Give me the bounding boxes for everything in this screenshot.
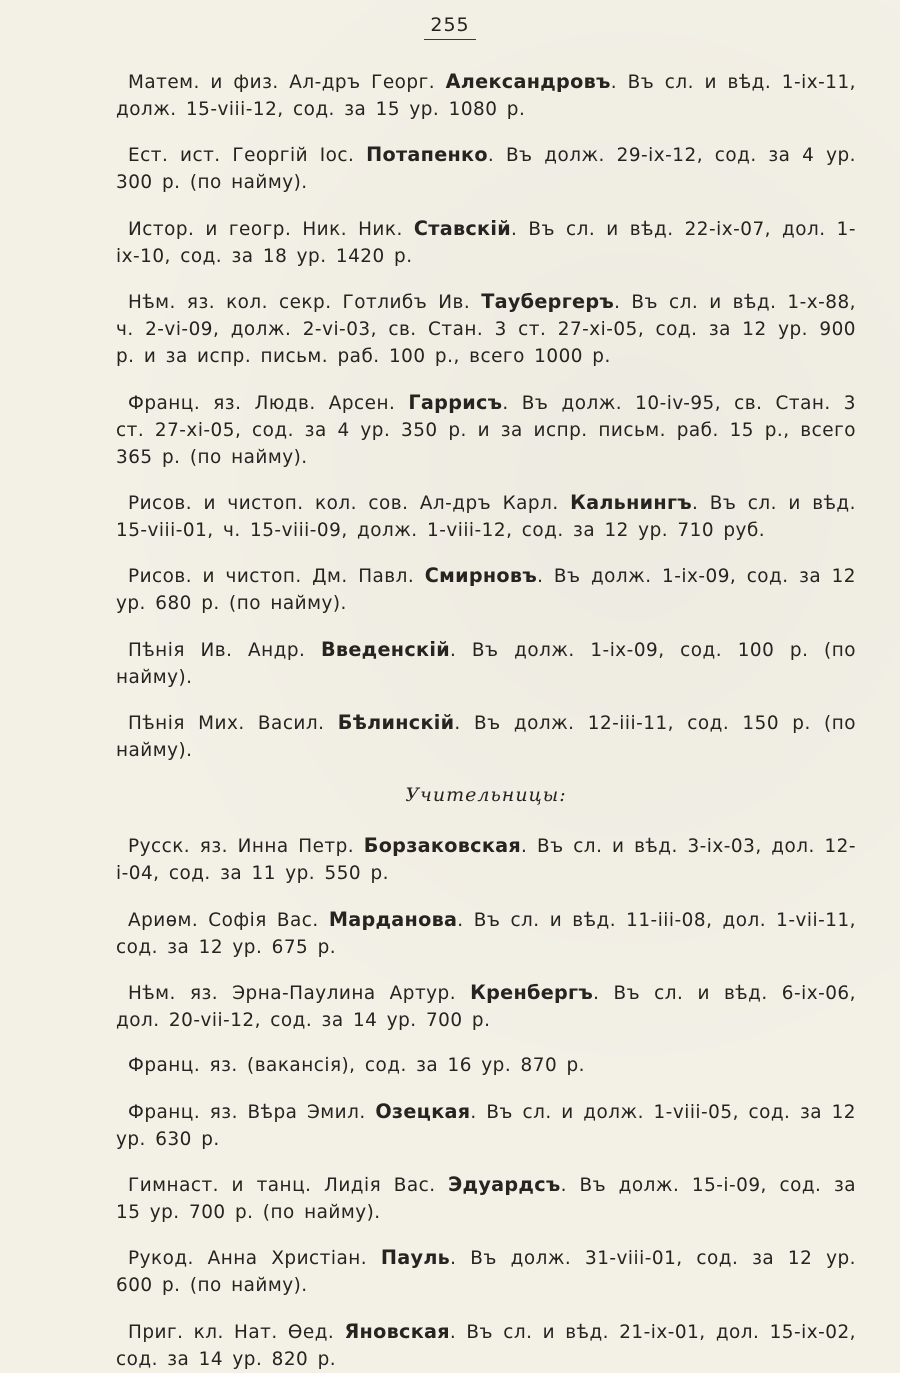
teacher-entry	[116, 979, 856, 1034]
entry-details: . Въ долж. 31-viii-01, сод. за 12 ур. 600 р. (по найму).	[116, 1248, 856, 1297]
teacher-name: Потапенко	[366, 143, 488, 167]
teacher-name: Бѣлинскій	[337, 711, 455, 735]
entry-prefix: Истор. и геогр. Ник. Ник.	[128, 218, 403, 240]
entry-details: . Въ сл. и вѣд. 1-ix-11, долж. 15-viii-12, сод. за 15 ур. 1080 р.	[116, 72, 856, 120]
entry-prefix: Ариѳм. Софія Вас.	[128, 909, 319, 931]
teacher-entry	[116, 832, 856, 887]
teacher-entry	[116, 389, 856, 471]
entry-details: . Въ сл. и вѣд. 6-ix-06, дол. 20-vii-12, сод. за 14 ур. 700 р.	[116, 982, 856, 1031]
entry-prefix: Русск. яз. Инна Петр.	[128, 836, 355, 858]
entry-details: . Въ сл. и долж. 1-viii-05, сод. за 12 ур. 630 р.	[116, 1101, 856, 1150]
entry-prefix: Франц. яз. Людв. Арсен.	[128, 392, 396, 414]
teachers-list	[116, 68, 856, 764]
teacher-entry	[116, 709, 856, 764]
vacancy-entry	[116, 1052, 856, 1079]
teacher-entry	[116, 906, 856, 961]
teacher-entry	[116, 68, 856, 123]
entry-details: . Въ долж. 29-ix-12, сод. за 4 ур. 300 р. (по найму).	[116, 145, 856, 194]
teacher-entry	[116, 288, 856, 370]
entry-prefix: Рукод. Анна Христіан.	[128, 1248, 368, 1270]
teacher-entry	[116, 636, 856, 691]
teacher-name: Смирновъ	[424, 564, 538, 588]
women-teachers-list	[116, 832, 856, 1373]
entry-details: . Въ долж. 10-iv-95, св. Стан. 3 ст. 27-xi-05, сод. за 4 ур. 350 р. и за испр. письм. раб. 15 р., всего 365 р. (по найму).	[116, 392, 856, 468]
page-header	[0, 14, 900, 46]
entry-prefix: Пѣнія Мих. Васил.	[128, 713, 325, 735]
entry-prefix: Матем. и физ. Ал-дръ Георг.	[128, 72, 436, 93]
teacher-entry	[116, 141, 856, 196]
entry-details: . Въ сл. и вѣд. 22-ix-07, дол. 1-ix-10, сод. за 18 ур. 1420 р.	[116, 218, 856, 267]
section-heading-women-teachers: Учительницы:	[405, 784, 567, 807]
teacher-entry	[116, 1098, 856, 1153]
entry-details: . Въ сл. и вѣд. 15-viii-01, ч. 15-viii-09, долж. 1-viii-12, сод. за 12 ур. 710 руб.	[116, 492, 856, 541]
page-number: 255	[424, 14, 475, 40]
entry-prefix: Ест. ист. Георгій Іос.	[128, 145, 355, 167]
teacher-name: Александровъ	[445, 70, 611, 93]
teacher-name: Яновская	[344, 1319, 450, 1343]
entry-details: . Въ долж. 12-iii-11, сод. 150 р. (по найму).	[116, 713, 856, 762]
teacher-name: Марданова	[328, 907, 458, 931]
entry-prefix: Франц. яз. (вакансія), сод. за 16 ур. 870 р.	[128, 1055, 586, 1077]
entry-prefix: Рисов. и чистоп. Дм. Павл.	[128, 566, 415, 588]
teacher-name: Гаррисъ	[408, 390, 503, 414]
teacher-name: Эдуардсъ	[448, 1173, 561, 1197]
teacher-name: Пауль	[380, 1246, 451, 1270]
teacher-name: Введенскій	[320, 637, 450, 661]
entry-prefix: Приг. кл. Нат. Ѳед.	[128, 1321, 335, 1343]
entry-prefix: Гимнаст. и танц. Лидія Вас.	[128, 1175, 436, 1197]
entry-details: . Въ долж. 15-i-09, сод. за 15 ур. 700 р. (по найму).	[116, 1175, 856, 1224]
teacher-name: Озецкая	[375, 1099, 471, 1123]
teacher-entry	[116, 562, 856, 617]
teacher-entry	[116, 1244, 856, 1299]
teacher-name: Ставскій	[413, 216, 512, 240]
entry-details: . Въ сл. и вѣд. 21-ix-01, дол. 15-ix-02, сод. за 14 ур. 820 р.	[116, 1321, 856, 1370]
teacher-name: Кренбергъ	[470, 980, 594, 1004]
entry-details: . Въ сл. и вѣд. 11-iii-08, дол. 1-vii-11, сод. за 12 ур. 675 р.	[116, 909, 857, 958]
teacher-entry	[116, 489, 856, 544]
teacher-entry	[116, 1171, 856, 1226]
entry-prefix: Франц. яз. Вѣра Эмил.	[128, 1101, 366, 1123]
entry-prefix: Нѣм. яз. кол. секр. Готлибъ Ив.	[128, 292, 471, 314]
teacher-name: Борзаковская	[363, 834, 522, 858]
entry-details: . Въ сл. и вѣд. 3-ix-03, дол. 12-i-04, сод. за 11 ур. 550 р.	[116, 836, 857, 885]
entry-prefix: Нѣм. яз. Эрна-Паулина Артур.	[128, 982, 457, 1004]
entry-prefix: Пѣнія Ив. Андр.	[128, 639, 306, 661]
entry-prefix: Рисов. и чистоп. кол. сов. Ал-дръ Карл.	[128, 492, 559, 514]
entry-details: . Въ сл. и вѣд. 1-x-88, ч. 2-vi-09, долж. 2-vi-03, св. Стан. 3 ст. 27-xi-05, сод. за 12 ур. 900 р. и за испр. письм. раб. 100 р., всего 1000 р.	[116, 292, 856, 368]
teacher-name: Таубергеръ	[481, 290, 615, 314]
teacher-name: Кальнингъ	[570, 490, 693, 514]
teacher-entry	[116, 215, 856, 270]
entry-details: . Въ долж. 1-ix-09, сод. за 12 ур. 680 р. (по найму).	[116, 566, 856, 615]
teacher-entry	[116, 1318, 856, 1373]
entry-details: . Въ долж. 1-ix-09, сод. 100 р. (по найму).	[116, 639, 856, 688]
